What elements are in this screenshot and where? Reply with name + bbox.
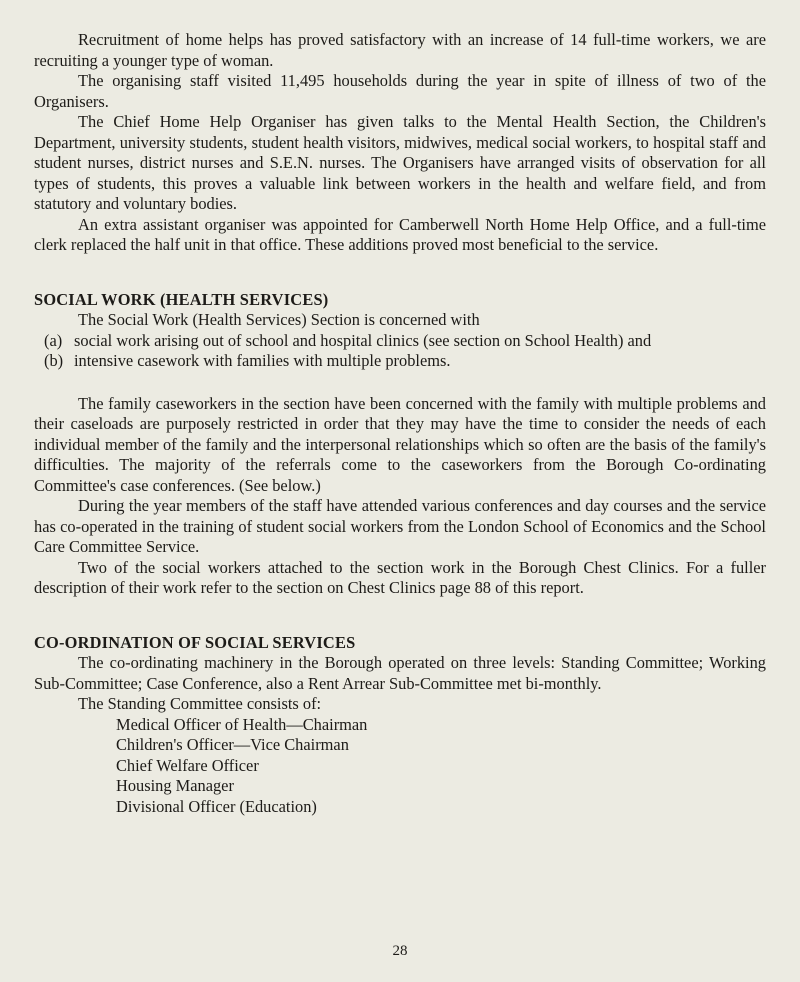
- list-item: [34, 331, 766, 352]
- paragraph-standing-committee: The Standing Committee consists of:: [78, 694, 322, 713]
- list-marker: (b): [44, 351, 64, 370]
- spacer: [34, 372, 766, 394]
- document-page: [34, 30, 766, 817]
- list-marker: (a): [44, 330, 63, 350]
- paragraph-recruitment: Recruitment of home helps has proved satisfactory with an increase of 14 full-time workers, we are recruiting a younger type of woman.: [34, 30, 766, 70]
- list-item: Children's Officer—Vice Chairman: [116, 735, 349, 754]
- paragraph-households: The organising staff visited 11,495 households during the year in spite of illness of two of the Organisers.: [34, 71, 766, 111]
- committee-members-list: [116, 715, 766, 818]
- paragraph-coordinating-machinery: The co-ordinating machinery in the Borough operated on three levels: Standing Committee; Working Sub-Committee; Case Conference, also a Rent Arrear Sub-Committee met bi-monthly.: [34, 653, 766, 693]
- paragraph-chest-clinics: Two of the social workers attached to the section work in the Borough Chest Clinics. For a fuller description of their work refer to the section on Chest Clinics page 88 of this report.: [34, 557, 766, 597]
- page-number: 28: [392, 943, 408, 959]
- list-item: Housing Manager: [116, 776, 234, 795]
- list-item-text: intensive casework with families with multiple problems.: [74, 351, 451, 370]
- list-item: Medical Officer of Health—Chairman: [116, 714, 368, 734]
- paragraph-social-work-intro: The Social Work (Health Services) Section is concerned with: [78, 310, 480, 329]
- list-item: Divisional Officer (Education): [116, 796, 317, 816]
- list-item-text: social work arising out of school and hospital clinics (see section on School Health) and: [74, 330, 652, 350]
- list-item: Chief Welfare Officer: [116, 755, 259, 775]
- paragraph-conferences: During the year members of the staff have attended various conferences and day courses and the service has co-operated in the training of student social workers from the London School of Economics and the School Care Committee Service.: [34, 496, 766, 556]
- heading-social-work: SOCIAL WORK (HEALTH SERVICES): [34, 289, 329, 309]
- list-item: [34, 351, 766, 372]
- paragraph-assistant-organiser: An extra assistant organiser was appointed for Camberwell North Home Help Office, and a full-time clerk replaced the half unit in that office. These additions proved most beneficial to the service.: [34, 214, 766, 254]
- paragraph-family-caseworkers: The family caseworkers in the section have been concerned with the family with multiple problems and their caseloads are purposely restricted in order that they may have the time to consider the needs of each individual member of the family and the interpersonal relationships which so often are the basis of the family's difficulties. The majority of the referrals come to the caseworkers from the Borough Co-ordinating Committee's case conferences. (See below.): [34, 393, 766, 495]
- heading-coordination: CO-ORDINATION OF SOCIAL SERVICES: [34, 632, 356, 652]
- social-work-list: [34, 331, 766, 372]
- paragraph-talks: The Chief Home Help Organiser has given talks to the Mental Health Section, the Children's Department, university students, student health visitors, midwives, medical social workers, to hospital staff and student nurses, district nurses and S.E.N. nurses. The Organisers have arranged visits of observation for all types of students, this proves a valuable link between workers in the health and welfare field, and from statutory and voluntary bodies.: [34, 112, 766, 213]
